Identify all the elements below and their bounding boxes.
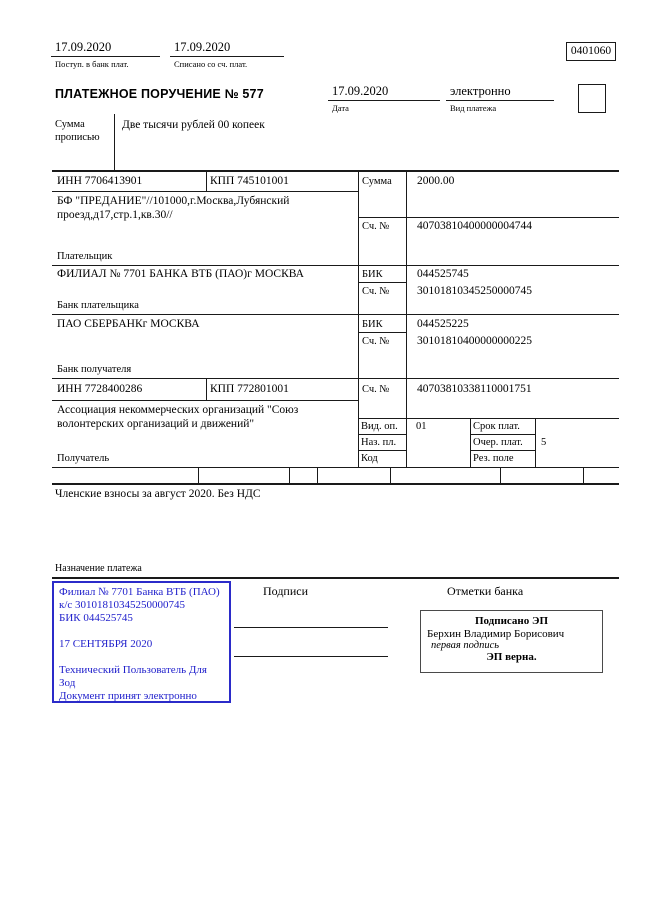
written-off-date-value: 17.09.2020 (170, 40, 284, 57)
amount-in-words-value: Две тысячи рублей 00 копеек (122, 119, 265, 131)
payer-kpp: КПП 745101001 (210, 175, 289, 187)
payment-kind-field (446, 84, 554, 113)
payment-term-label: Срок плат. (473, 421, 520, 432)
amount-value: 2000.00 (417, 175, 455, 187)
signatures-heading: Подписи (263, 584, 309, 598)
form-code-box: 0401060 (566, 42, 616, 61)
esign-signature-kind: первая подпись (431, 640, 500, 651)
payee-inn: ИНН 7728400286 (57, 383, 143, 395)
bank-stamp-line: к/с 30101810345250000745 (59, 599, 186, 611)
payer-bank-account-label: Сч. № (362, 286, 390, 297)
purpose-underline (52, 577, 619, 579)
payee-kpp: КПП 772801001 (210, 383, 289, 395)
table-bottom-border (52, 483, 619, 485)
page-title: ПЛАТЕЖНОЕ ПОРУЧЕНИЕ № 577 (55, 87, 264, 101)
received-date-value: 17.09.2020 (51, 40, 160, 57)
payer-account-value: 40703810400000004744 (417, 220, 532, 232)
code-label: Код (361, 453, 378, 464)
payer-label: Плательщик (57, 251, 113, 262)
grid-line (358, 418, 619, 419)
grid-line (52, 314, 619, 315)
written-off-date-label: Списано со сч. плат. (174, 59, 248, 69)
inn-kpp-divider (206, 170, 207, 191)
signature-line-2 (234, 656, 388, 657)
spare-row-divider (500, 467, 501, 483)
bank-stamp (52, 581, 231, 703)
spare-row-divider (583, 467, 584, 483)
grid-line (470, 450, 535, 451)
esign-box (420, 610, 603, 673)
payee-bank-label: Банк получателя (57, 364, 132, 375)
op-column-divider (470, 418, 471, 467)
bank-stamp-note: Документ принят электронно (59, 690, 197, 702)
purpose-text: Членские взносы за август 2020. Без НДС (55, 488, 261, 500)
payee-bank-account: 30101810400000000225 (417, 335, 532, 347)
bank-stamp-date: 17 СЕНТЯБРЯ 2020 (59, 638, 153, 650)
esign-verified-text: ЭП верна. (486, 651, 537, 663)
grid-line (358, 217, 619, 218)
payee-label: Получатель (57, 453, 110, 464)
amount-in-words-label: Сумма прописью (55, 119, 100, 143)
bank-stamp-gap (59, 625, 224, 638)
document-date-label: Дата (332, 103, 349, 113)
payee-bank-bik-label: БИК (362, 319, 383, 330)
grid-line (358, 282, 406, 283)
main-column-divider (358, 170, 359, 467)
payee-name: Ассоциация некоммерческих организаций "Союз волонтерских организаций и движений" (57, 404, 299, 430)
payer-bank-name: ФИЛИАЛ № 7701 БАНКА ВТБ (ПАО)г МОСКВА (57, 268, 304, 280)
payment-purpose-code-label: Наз. пл. (361, 437, 397, 448)
payment-priority-value: 5 (541, 437, 547, 448)
bank-stamp-line: Филиал № 7701 Банка ВТБ (ПАО) (59, 586, 220, 598)
grid-line (52, 378, 619, 379)
label-column-divider (406, 170, 407, 467)
grid-line (52, 400, 358, 401)
grid-line (358, 434, 406, 435)
spare-row-divider (390, 467, 391, 483)
purpose-label: Назначение платежа (55, 563, 142, 574)
bank-stamp-user: Технический Пользователь Для Зод (59, 664, 207, 689)
spare-row-divider (198, 467, 199, 483)
payer-bank-bik: 044525745 (417, 268, 469, 280)
payee-account-value: 40703810338110001751 (417, 383, 532, 395)
grid-line (470, 434, 535, 435)
table-top-border (52, 170, 619, 172)
payee-bank-account-label: Сч. № (362, 336, 390, 347)
reserve-field-label: Рез. поле (473, 453, 514, 464)
amount-words-divider (114, 114, 115, 170)
received-date-field (51, 40, 160, 69)
document-date-field (328, 84, 440, 113)
payee-bank-name: ПАО СБЕРБАНКг МОСКВА (57, 318, 200, 330)
grid-line (52, 467, 619, 468)
grid-line (52, 191, 358, 192)
payer-inn: ИНН 7706413901 (57, 175, 143, 187)
esign-signer-name: Берхин Владимир Борисович (427, 628, 565, 640)
amount-label: Сумма (362, 176, 392, 187)
payer-bank-account: 30101810345250000745 (417, 285, 532, 297)
esign-title: Подписано ЭП (474, 615, 549, 627)
status-box (578, 84, 606, 113)
payee-account-label: Сч. № (362, 384, 390, 395)
grid-line (358, 332, 406, 333)
payer-bank-bik-label: БИК (362, 269, 383, 280)
payer-account-label: Сч. № (362, 221, 390, 232)
inn-kpp-divider (206, 378, 207, 400)
op-type-label: Вид. оп. (361, 421, 398, 432)
payment-priority-label: Очер. плат. (473, 437, 523, 448)
grid-line (358, 450, 406, 451)
grid-line (52, 265, 619, 266)
bank-stamp-gap (59, 651, 224, 664)
payment-kind-value: электронно (446, 84, 554, 101)
payee-bank-bik: 044525225 (417, 318, 469, 330)
payment-kind-label: Вид платежа (450, 103, 497, 113)
spare-row-divider (289, 467, 290, 483)
op-column-divider (535, 418, 536, 467)
bank-stamp-line: БИК 044525745 (59, 612, 133, 624)
signature-line-1 (234, 627, 388, 628)
received-date-label: Поступ. в банк плат. (55, 59, 129, 69)
document-date-value: 17.09.2020 (328, 84, 440, 101)
written-off-date-field (170, 40, 284, 69)
payer-bank-label: Банк плательщика (57, 300, 139, 311)
payer-name: БФ "ПРЕДАНИЕ"//101000,г.Москва,Лубянский проезд,д17,стр.1,кв.30// (57, 195, 290, 221)
op-type-value: 01 (416, 421, 427, 432)
bank-marks-heading: Отметки банка (447, 584, 524, 598)
spare-row-divider (317, 467, 318, 483)
